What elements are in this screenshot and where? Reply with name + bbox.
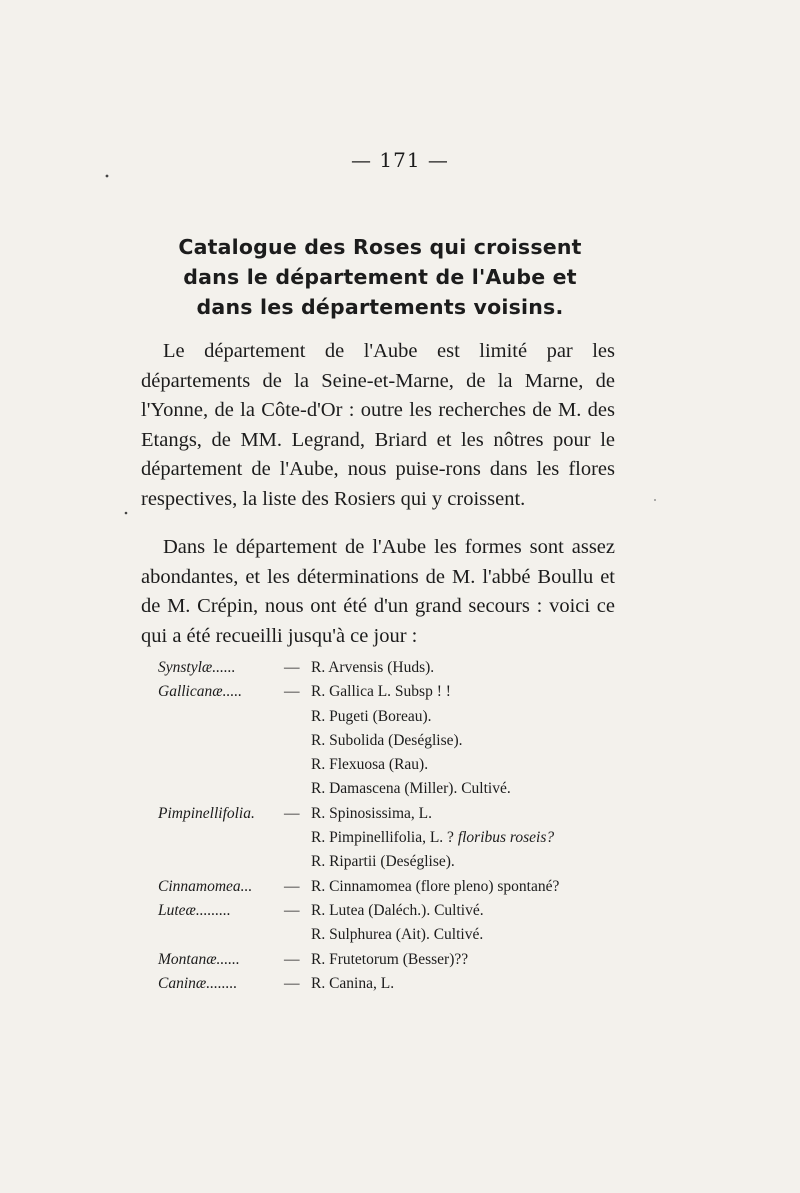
species-name: R. Damascena (Miller). Cultivé. [311,780,511,798]
page-number: — 171 — [351,148,449,172]
species-name: R. Canina, L. [311,974,395,992]
dash: — [284,659,300,676]
group-name: Caninæ........ [158,974,238,992]
species-name: R. Gallica L. Subsp ! ! [311,683,451,701]
species-name: R. Frutetorum (Besser)?? [311,950,469,968]
group-name: Cinnamomea... [158,877,253,895]
group-name: Montanæ...... [158,950,240,968]
intro-paragraph: Le département de l'Aube est limité par les départements de la Seine-et-Marne, de la Marne, de l'Yonne, de la Côte-d'Or : outre les recherches de M. des Etangs, de MM. Legrand, Briard et les nôtres pour le département de l'Aube, nous puise-rons dans les flores respectives, la liste des Rosiers qui y croissent. [141,340,615,510]
species-name: R. Lutea (Daléch.). Cultivé. [311,901,484,919]
species-name: R. Pugeti (Boreau). [311,707,432,725]
dash: — [284,804,300,822]
title-line: dans les départements voisins. [196,295,564,319]
species-note-italic: floribus roseis? [457,829,555,847]
sources-paragraph: Dans le département de l'Aube les formes sont assez abondantes, et les déterminations de M. l'abbé Boullu et de M. Crépin, nous ont été d'un grand secours : voici ce qui a été recueilli jusqu'à ce jour : [141,536,615,647]
title-line: Catalogue des Roses qui croissent [178,235,582,259]
species-name: R. Spinosissima, L. [311,804,433,822]
dash: — [284,877,300,895]
species-name: R. Flexuosa (Rau). [311,756,429,774]
species-name: R. Ripartii (Deséglise). [311,853,455,871]
group-name: Pimpinellifolia. [158,804,255,822]
group-name: Gallicanæ..... [158,683,242,701]
dash: — [284,974,300,992]
title-line: dans le département de l'Aube et [183,265,577,289]
dash: — [284,901,300,919]
species-name: R. Sulphurea (Ait). Cultivé. [311,926,484,944]
dash: — [284,950,300,968]
species-name: R. Cinnamomea (flore pleno) spontané? [311,877,560,895]
species-text: R. Pimpinellifolia, L. ? [311,829,454,847]
dash: — [284,683,300,701]
species-name: R. Arvensis (Huds). [311,659,435,676]
group-name: Synstylæ...... [158,659,236,676]
group-name: Luteæ......... [158,901,231,919]
species-name: R. Subolida (Deséglise). [311,731,463,749]
